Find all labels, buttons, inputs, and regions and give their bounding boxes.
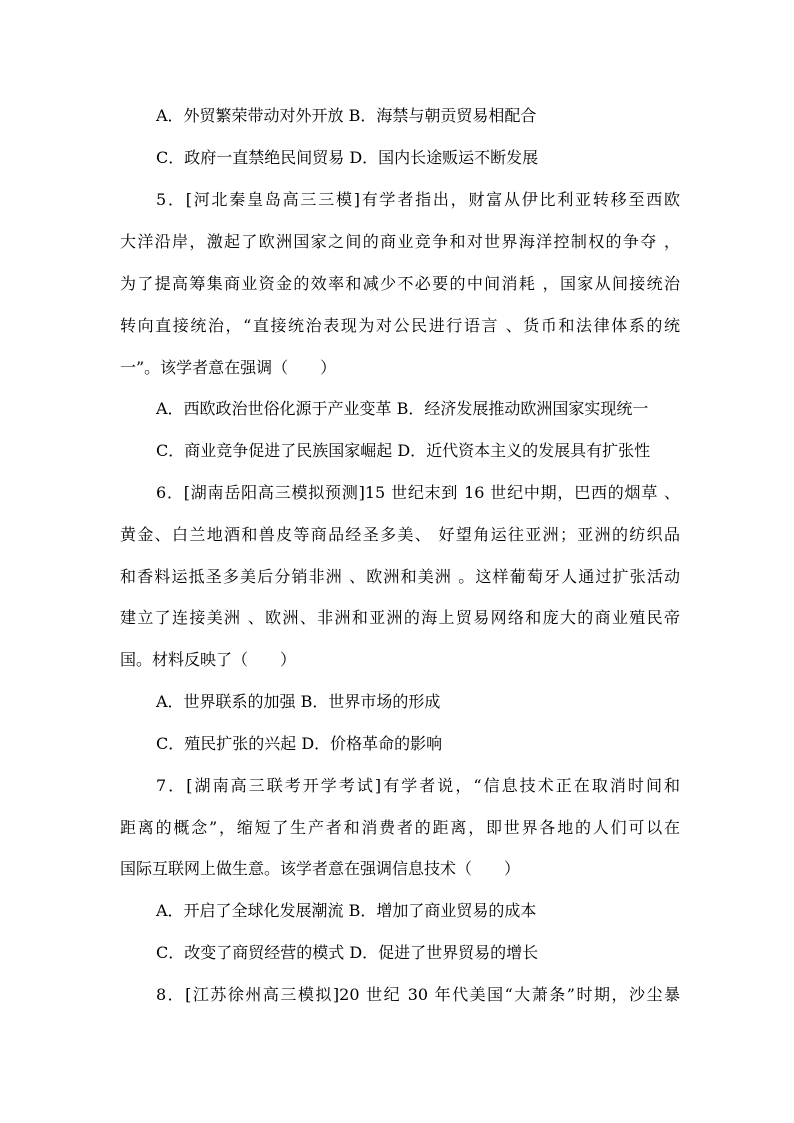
q6-line-2: 黄金、白兰地酒和兽皮等商品经圣多美、 好望角运往亚洲；亚洲的纺织品 xyxy=(120,525,680,544)
q6-line-1: 6．[湖南岳阳高三模拟预测]15 世纪末到 16 世纪中期，巴西的烟草 、 xyxy=(156,483,680,502)
q7-line-3: 国际互联网上做生意。该学者意在强调信息技术（ ） xyxy=(120,859,521,878)
q6-options-ab: A．世界联系的加强 B．世界市场的形成 xyxy=(156,692,441,711)
q5-line-1: 5．[河北秦皇岛高三三模]有学者指出，财富从伊比利亚转移至西欧 xyxy=(156,190,680,209)
q4-options-cd: C．政府一直禁绝民间贸易 D．国内长途贩运不断发展 xyxy=(156,148,539,167)
q7-options-cd: C．改变了商贸经营的模式 D．促进了世界贸易的增长 xyxy=(156,943,539,962)
q5-options-ab: A．西欧政治世俗化源于产业变革 B．经济发展推动欧洲国家实现统一 xyxy=(156,399,649,418)
q8-line-1: 8．[江苏徐州高三模拟]20 世纪 30 年代美国“大萧条”时期，沙尘暴 xyxy=(156,985,680,1004)
q6-line-4: 建立了连接美洲 、欧洲、非洲和亚洲的海上贸易网络和庞大的商业殖民帝 xyxy=(120,608,680,627)
q7-line-1: 7．[湖南高三联考开学考试]有学者说，“信息技术正在取消时间和 xyxy=(156,776,680,795)
q5-line-5: 一”。该学者意在强调（ ） xyxy=(120,358,337,377)
q6-options-cd: C．殖民扩张的兴起 D．价格革命的影响 xyxy=(156,734,443,753)
q4-options-ab: A．外贸繁荣带动对外开放 B．海禁与朝贡贸易相配合 xyxy=(156,106,537,125)
q5-line-2: 大洋沿岸，激起了欧洲国家之间的商业竞争和对世界海洋控制权的争夺 ， xyxy=(120,232,680,251)
q7-options-ab: A．开启了全球化发展潮流 B．增加了商业贸易的成本 xyxy=(156,901,537,920)
q7-line-2: 距离的概念”，缩短了生产者和消费者的距离，即世界各地的人们可以在 xyxy=(120,818,680,837)
q5-line-3: 为了提高筹集商业资金的效率和减少不必要的中间消耗 ，国家从间接统治 xyxy=(120,274,680,293)
q6-line-5: 国。材料反映了（ ） xyxy=(120,650,297,669)
q6-line-3: 和香料运抵圣多美后分销非洲 、欧洲和美洲 。这样葡萄牙人通过扩张活动 xyxy=(120,567,680,586)
q5-options-cd: C．商业竞争促进了民族国家崛起 D．近代资本主义的发展具有扩张性 xyxy=(156,441,651,460)
q5-line-4: 转向直接统治，“直接统治表现为对公民进行语言 、货币和法律体系的统 xyxy=(120,316,680,335)
